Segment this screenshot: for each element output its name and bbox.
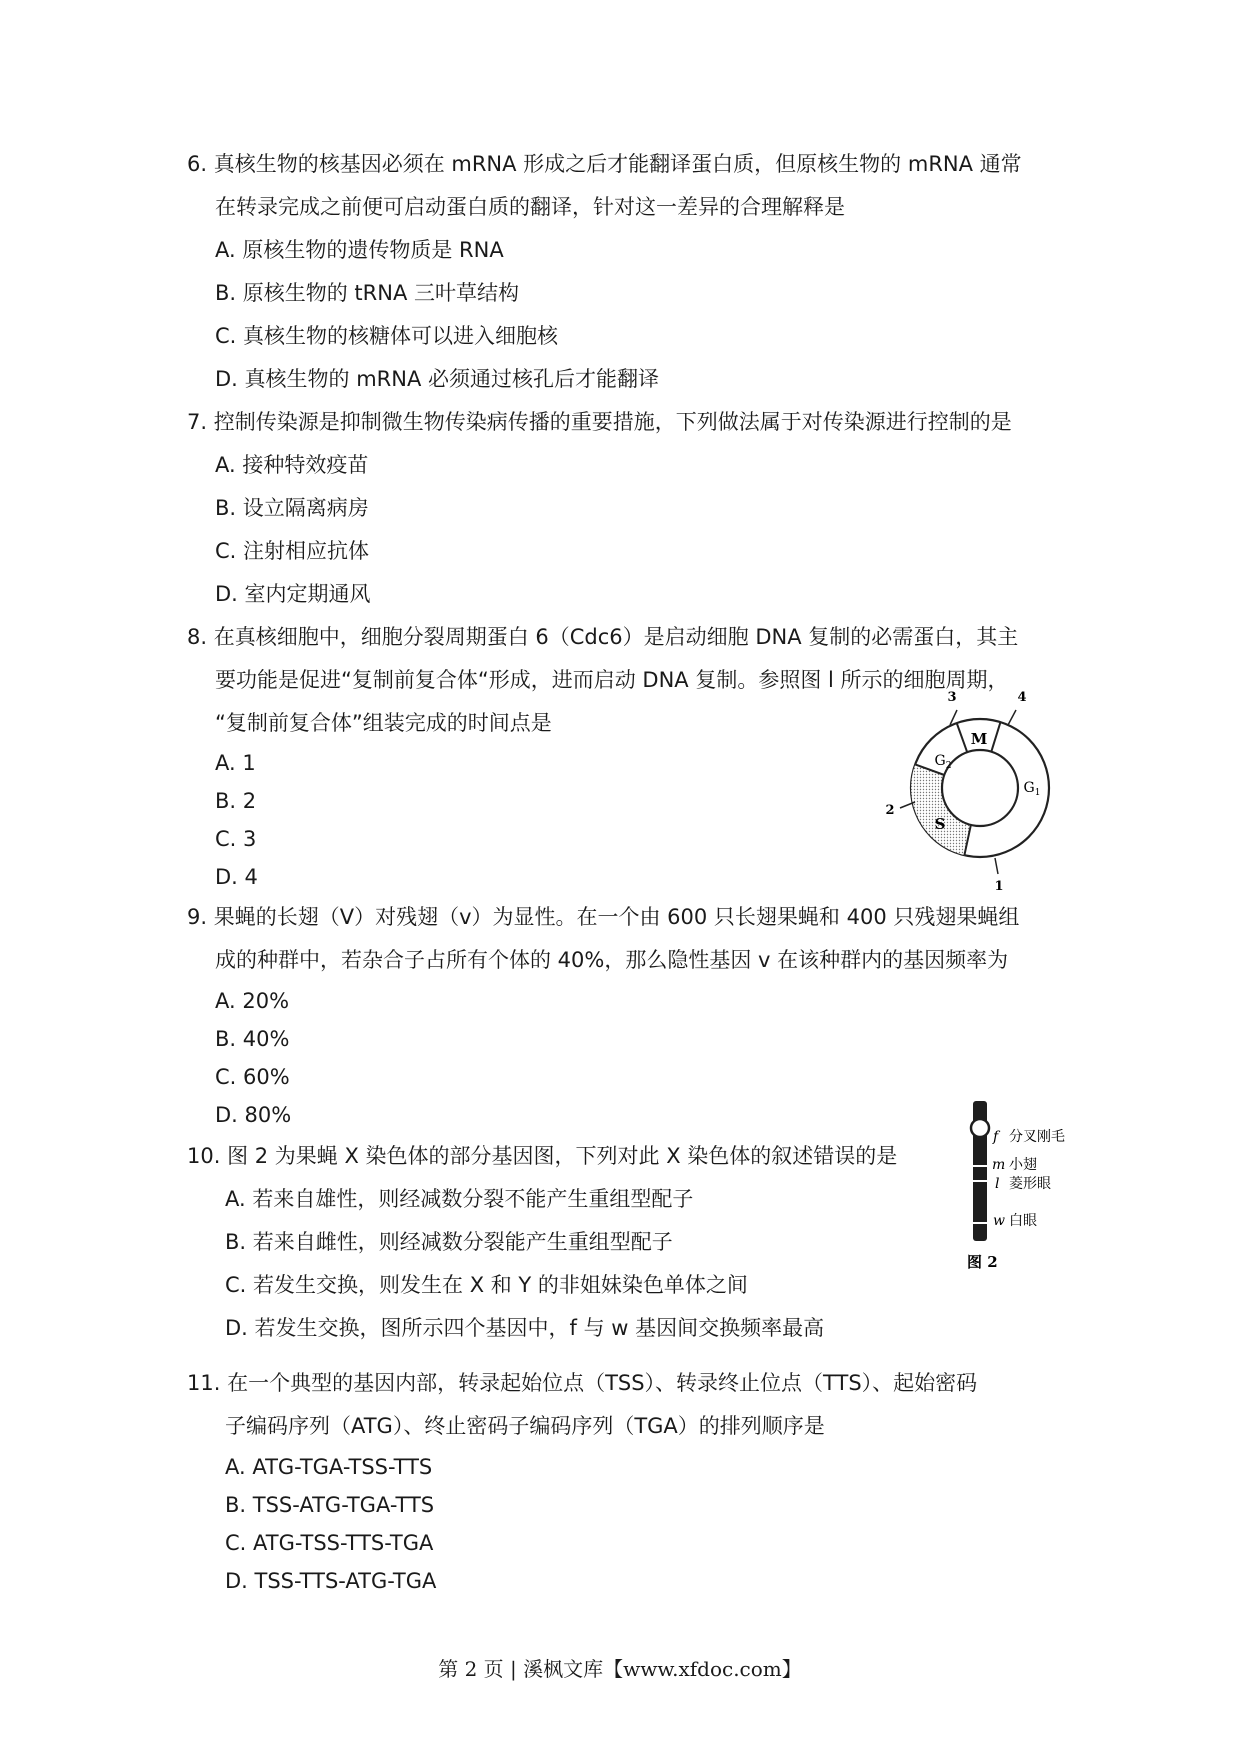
q7-stem-line-1: 7. 控制传染源是抑制微生物传染病传播的重要措施，下列做法属于对传染源进行控制的是	[187, 410, 1012, 434]
boundary-m-g1	[991, 722, 1000, 752]
q7-option-d: D. 室内定期通风	[215, 582, 371, 606]
q10-stem-line-1: 10. 图 2 为果蝇 X 染色体的部分基因图，下列对此 X 染色体的叙述错误的是	[187, 1144, 898, 1168]
page-footer: 第 2 页 | 溪枫文库【www.xfdoc.com】	[438, 1657, 802, 1681]
q9-option-c: C. 60%	[215, 1065, 290, 1089]
q8-option-a: A. 1	[215, 751, 256, 775]
cell-cycle-figure	[880, 680, 1060, 895]
phase-label-m: M	[970, 730, 988, 748]
q6-stem-line-1: 6. 真核生物的核基因必须在 mRNA 形成之后才能翻译蛋白质，但原核生物的 mRNA 通常	[187, 152, 1022, 176]
q11-stem-line-1: 11. 在一个典型的基因内部，转录起始位点（TSS）、转录终止位点（TTS）、起始密码	[187, 1371, 978, 1395]
q10-option-b: B. 若来自雌性，则经减数分裂能产生重组型配子	[225, 1230, 673, 1254]
q7-option-b: B. 设立隔离病房	[215, 496, 369, 520]
phase-label-s: S	[934, 815, 946, 833]
q11-option-d: D. TSS-TTS-ATG-TGA	[225, 1569, 437, 1593]
phase-label-g2: $G_2$	[934, 753, 952, 771]
q8-option-c: C. 3	[215, 827, 257, 851]
q7-option-a: A. 接种特效疫苗	[215, 453, 369, 477]
gene-symbol-m: m	[992, 1157, 1006, 1173]
q6-option-d: D. 真核生物的 mRNA 必须通过核孔后才能翻译	[215, 367, 659, 391]
q9-option-b: B. 40%	[215, 1027, 290, 1051]
q8-option-d: D. 4	[215, 865, 258, 889]
q11-option-a: A. ATG-TGA-TSS-TTS	[225, 1455, 433, 1479]
gene-name-w: 白眼	[1009, 1213, 1037, 1229]
q10-option-d: D. 若发生交换，图所示四个基因中，f 与 w 基因间交换频率最高	[225, 1316, 825, 1340]
q10-option-c: C. 若发生交换，则发生在 X 和 Y 的非姐妹染色单体之间	[225, 1273, 748, 1297]
q9-option-d: D. 80%	[215, 1103, 292, 1127]
phase-label-g1: $G_1$	[1023, 780, 1041, 798]
point-label-4: 4	[1017, 690, 1027, 705]
gene-name-l: 菱形眼	[1009, 1176, 1051, 1192]
point-label-2: 2	[885, 803, 895, 818]
q7-option-c: C. 注射相应抗体	[215, 539, 370, 563]
q6-option-a: A. 原核生物的遗传物质是 RNA	[215, 238, 504, 262]
q9-stem-line-1: 9. 果蝇的长翅（V）对残翅（v）为显性。在一个由 600 只长翅果蝇和 400 只残翅果蝇组	[187, 905, 1020, 929]
q8-stem-line-2: 要功能是促进“复制前复合体“形成，进而启动 DNA 复制。参照图 l 所示的细胞周期，	[215, 668, 1009, 692]
gene-symbol-w: w	[993, 1213, 1005, 1229]
q9-stem-line-2: 成的种群中，若杂合子占所有个体的 40%，那么隐性基因 v 在该种群内的基因频率为	[215, 948, 1009, 972]
q6-option-b: B. 原核生物的 tRNA 三叶草结构	[215, 281, 520, 305]
point-label-1: 1	[994, 879, 1004, 894]
tick-point-4	[1008, 710, 1016, 725]
gene-name-m: 小翅	[1009, 1157, 1037, 1173]
centromere-circle	[971, 1119, 989, 1137]
q11-option-c: C. ATG-TSS-TTS-TGA	[225, 1531, 434, 1555]
q11-stem-line-2: 子编码序列（ATG）、终止密码子编码序列（TGA）的排列顺序是	[225, 1414, 825, 1438]
tick-point-1	[995, 858, 998, 874]
q11-option-b: B. TSS-ATG-TGA-TTS	[225, 1493, 435, 1517]
boundary-g2-m	[957, 723, 968, 752]
q10-option-a: A. 若来自雄性，则经减数分裂不能产生重组型配子	[225, 1187, 694, 1211]
q9-option-a: A. 20%	[215, 989, 290, 1013]
cycle-inner-ring	[942, 750, 1018, 826]
point-label-3: 3	[947, 690, 957, 705]
q8-stem-line-1: 8. 在真核细胞中，细胞分裂周期蛋白 6（Cdc6）是启动细胞 DNA 复制的必需蛋白，其主	[187, 625, 1019, 649]
gene-symbol-l: l	[995, 1176, 1000, 1192]
q6-stem-line-2: 在转录完成之前便可启动蛋白质的翻译，针对这一差异的合理解释是	[215, 195, 845, 219]
q8-option-b: B. 2	[215, 789, 257, 813]
gene-symbol-f: f	[993, 1129, 999, 1145]
gene-name-f: 分叉刚毛	[1009, 1129, 1065, 1145]
q6-option-c: C. 真核生物的核糖体可以进入细胞核	[215, 324, 559, 348]
figure2-caption: 图 2	[967, 1253, 998, 1271]
x-chromosome-figure	[960, 1098, 1080, 1276]
q8-stem-line-3: “复制前复合体”组装完成的时间点是	[215, 711, 552, 735]
